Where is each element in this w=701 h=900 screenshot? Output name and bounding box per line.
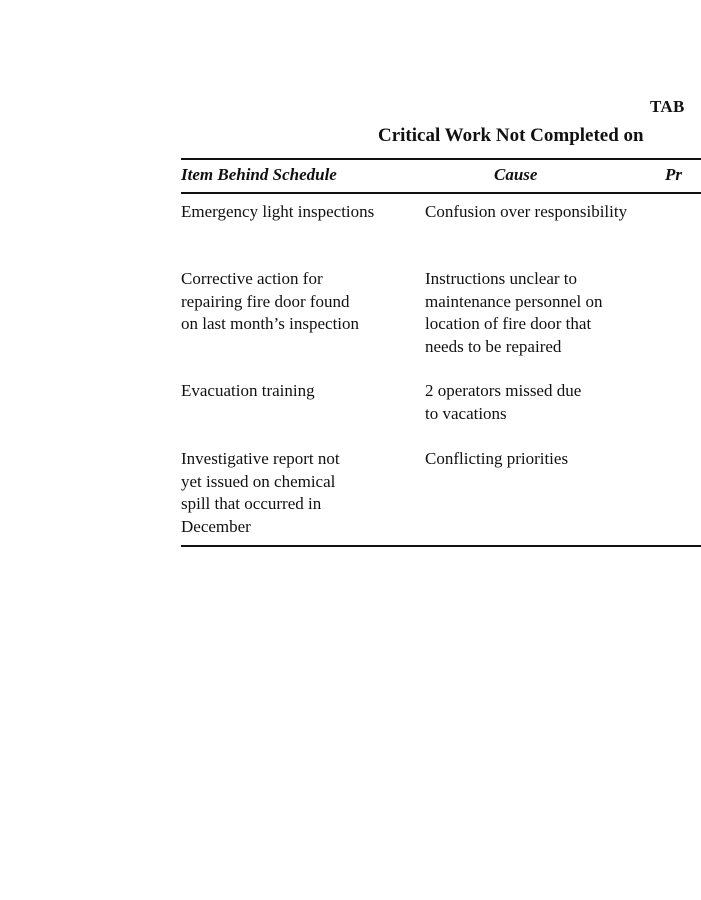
table-row-item: Corrective action for repairing fire door found on last month’s inspection [181,269,360,333]
table-title: Critical Work Not Completed on [378,125,644,146]
table-row-item: Emergency light inspections [181,202,375,221]
table-top-rule [181,158,701,160]
table-row-cause: 2 operators missed due to vacations [425,381,582,423]
table-row-cause: Instructions unclear to maintenance personnel on location of fire door that needs to be repaired [425,269,603,356]
table-row-cause: Conflicting priorities [425,449,569,468]
table-header-rule [181,192,701,194]
column-header-item: Item Behind Schedule [181,165,337,184]
table-bottom-rule [181,545,701,547]
table-row-item: Investigative report not yet issued on chemical spill that occurred in December [181,449,340,536]
column-header-cause: Cause [494,165,538,184]
column-header-partial: Pr [665,165,682,184]
table-label: TAB [650,97,685,116]
table-row-item: Evacuation training [181,381,315,400]
table-row-cause: Confusion over responsibility [425,202,628,221]
